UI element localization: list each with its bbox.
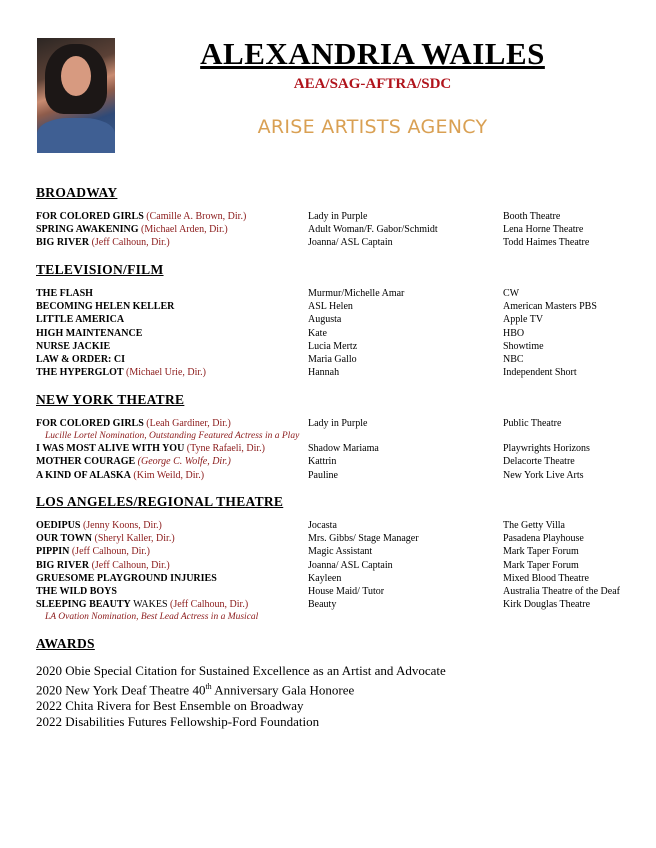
section-title: LOS ANGELES/REGIONAL THEATRE bbox=[36, 494, 284, 509]
section-broadway bbox=[36, 185, 636, 250]
performer-name: ALEXANDRIA WAILES bbox=[200, 36, 545, 71]
credit-row: FOR COLORED GIRLS (Leah Gardiner, Dir.) Lady in Purple Public Theatre bbox=[36, 418, 562, 429]
credit-row: LAW & ORDER: CI Maria Gallo NBC bbox=[36, 353, 524, 365]
credit-row: OEDIPUS (Jenny Koons, Dir.) Jocasta The Getty Villa bbox=[36, 520, 565, 531]
credit-row: SLEEPING BEAUTY WAKES (Jeff Calhoun, Dir.) Beauty Kirk Douglas Theatre bbox=[36, 599, 591, 611]
section-title: NEW YORK THEATRE bbox=[36, 392, 185, 407]
headshot-photo bbox=[37, 38, 115, 153]
credit-row: BIG RIVER (Jeff Calhoun, Dir.) Joanna/ ASL Captain Mark Taper Forum bbox=[36, 559, 579, 571]
credit-row: BIG RIVER (Jeff Calhoun, Dir.) Joanna/ ASL Captain Todd Haimes Theatre bbox=[36, 237, 590, 249]
credit-row: THE WILD BOYS House Maid/ Tutor Australia Theatre of the Deaf bbox=[36, 585, 620, 597]
credit-row: HIGH MAINTENANCE Kate HBO bbox=[36, 327, 525, 339]
credit-row: BECOMING HELEN KELLER ASL Helen American Masters PBS bbox=[36, 301, 597, 313]
credit-row: FOR COLORED GIRLS (Camille A. Brown, Dir.) Lady in Purple Booth Theatre bbox=[36, 211, 561, 222]
section-title: BROADWAY bbox=[36, 185, 118, 200]
credit-row: OUR TOWN (Sheryl Kaller, Dir.) Mrs. Gibbs/ Stage Manager Pasadena Playhouse bbox=[36, 533, 584, 545]
credit-row: THE FLASH Murmur/Michelle Amar CW bbox=[36, 288, 520, 299]
award-note: LA Ovation Nomination, Best Lead Actress in a Musical bbox=[45, 612, 259, 623]
credit-row: LITTLE AMERICA Augusta Apple TV bbox=[36, 314, 544, 326]
union-affiliations: AEA/SAG-AFTRA/SDC bbox=[293, 76, 452, 92]
credit-row: MOTHER COURAGE (George C. Wolfe, Dir.) Kattrin Delacorte Theatre bbox=[36, 456, 575, 468]
award-item: 2022 Disabilities Futures Fellowship-Ford Foundation bbox=[36, 714, 320, 730]
credit-row: GRUESOME PLAYGROUND INJURIES Kayleen Mixed Blood Theatre bbox=[36, 572, 589, 584]
credit-row: I WAS MOST ALIVE WITH YOU (Tyne Rafaeli, Dir.) Shadow Mariama Playwrights Horizons bbox=[36, 443, 590, 455]
award-item: 2020 Obie Special Citation for Sustained Excellence as an Artist and Advocate bbox=[36, 663, 446, 678]
credit-row: PIPPIN (Jeff Calhoun, Dir.) Magic Assistant Mark Taper Forum bbox=[36, 546, 579, 558]
section-television-film bbox=[36, 262, 636, 379]
award-item: 2020 New York Deaf Theatre 40th Anniversary Gala Honoree bbox=[36, 682, 355, 698]
credit-row: SPRING AWAKENING (Michael Arden, Dir.) Adult Woman/F. Gabor/Schmidt Lena Horne Theatre bbox=[36, 224, 584, 236]
section-new-york-theatre bbox=[36, 392, 636, 482]
award-item: 2022 Chita Rivera for Best Ensemble on Broadway bbox=[36, 698, 304, 714]
credit-row: NURSE JACKIE Lucia Mertz Showtime bbox=[36, 340, 544, 352]
section-title: TELEVISION/FILM bbox=[36, 262, 164, 277]
section-awards bbox=[36, 636, 636, 730]
section-title: AWARDS bbox=[36, 636, 95, 651]
section-los-angeles-regional bbox=[36, 494, 636, 623]
agency-name: ARISE ARTISTS AGENCY bbox=[257, 116, 488, 138]
award-note: Lucille Lortel Nomination, Outstanding Featured Actress in a Play bbox=[45, 431, 300, 442]
credit-row: A KIND OF ALASKA (Kim Weild, Dir.) Pauline New York Live Arts bbox=[36, 469, 584, 481]
credit-row: THE HYPERGLOT (Michael Urie, Dir.) Hannah Independent Short bbox=[36, 367, 577, 379]
